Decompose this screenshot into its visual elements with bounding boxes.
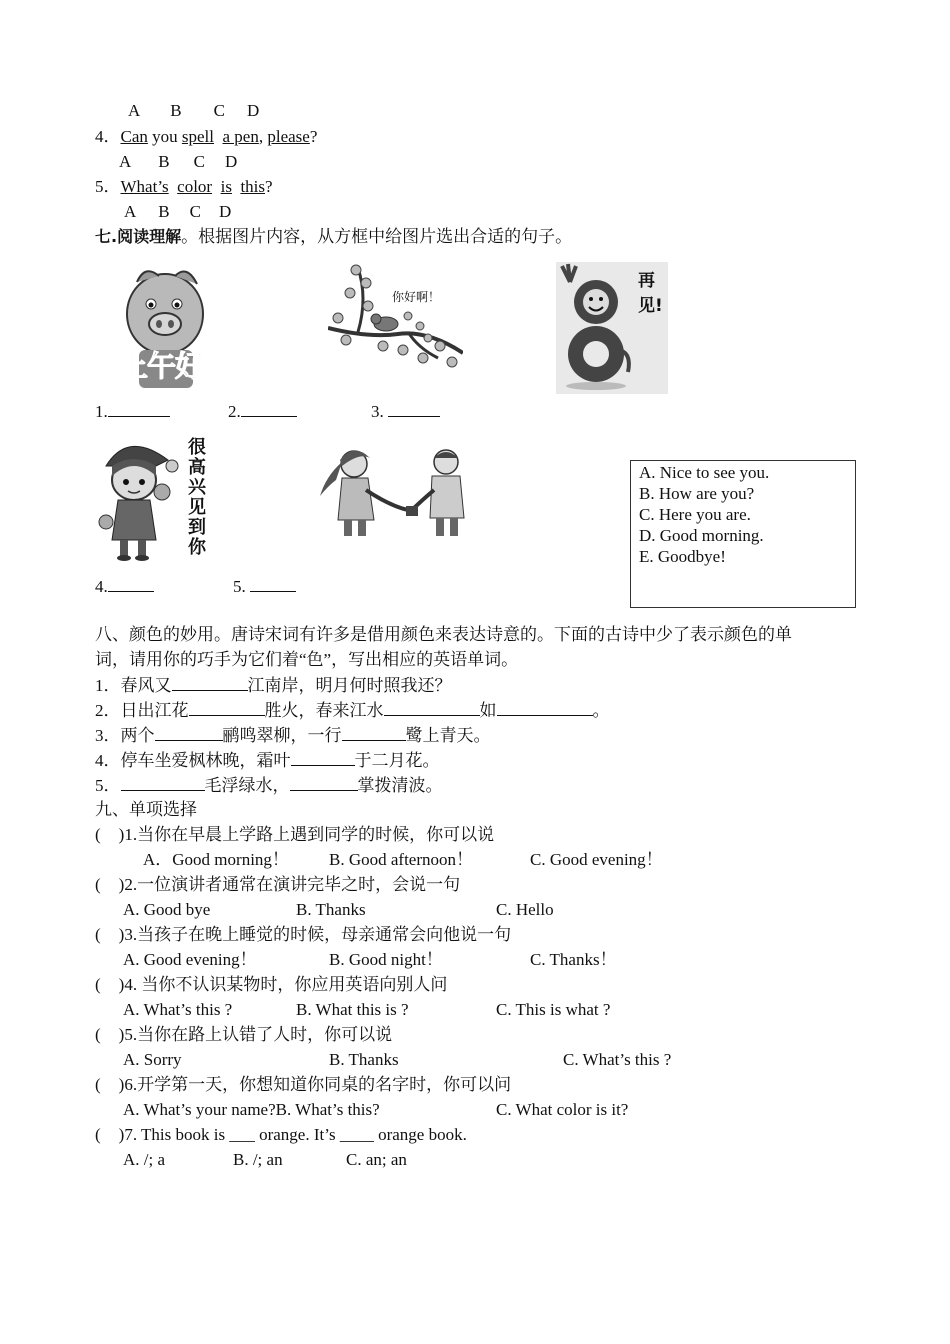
mc-question-3: ( )3.当孩子在晚上睡觉的时候，母亲通常会向他说一句: [95, 925, 512, 944]
mc-question-5: ( )5.当你在路上认错了人时，你可以说: [95, 1025, 393, 1044]
bird-branch-picture: [328, 258, 463, 373]
answer-blank-4[interactable]: 4.: [95, 575, 154, 598]
eight-character-picture: [556, 262, 668, 394]
poem-line-2: 2．日出江花 胜火，春来江水 如 。: [95, 701, 610, 720]
mc-q5-a: A. Sorry: [123, 1050, 182, 1069]
eight-caption: 再见!: [638, 271, 663, 316]
q4-options: A B C D: [119, 152, 238, 171]
mc-question-1: ( )1.当你在早晨上学路上遇到同学的时候，你可以说: [95, 825, 495, 844]
mc-q2-a: A. Good bye: [123, 900, 211, 919]
part9-title: 九、单项选择: [95, 800, 197, 819]
q3-options: A B C D: [128, 101, 260, 120]
poem-line-3: 3．两个 鹂鸣翠柳，一行 鹭上青天。: [95, 726, 491, 745]
option-e: E. Goodbye!: [639, 547, 726, 566]
mc-q1-c: C. Good evening！: [530, 850, 663, 869]
mc-question-7: ( )7. This book is ___ orange. It’s ____ orange book.: [95, 1125, 467, 1144]
bird-caption: 你好啊！: [392, 290, 441, 304]
mc-question-6: ( )6.开学第一天，你想知道你同桌的名字时，你可以问: [95, 1075, 512, 1094]
girl-caption: 很 高 兴 见 到 你: [188, 437, 206, 558]
mc-q1-b: B. Good afternoon！: [329, 850, 474, 869]
mc-q3-c: C. Thanks！: [530, 950, 617, 969]
options-box: [630, 460, 856, 608]
part8-title-line1: 八、颜色的妙用。唐诗宋词有许多是借用颜色来表达诗意的。下面的古诗中少了表示颜色的单: [95, 625, 792, 644]
pig-caption: 上午好: [119, 349, 204, 383]
answer-blank-3[interactable]: 3.: [371, 400, 440, 423]
mc-q2-b: B. Thanks: [296, 900, 366, 919]
mc-q7-b: B. /; an: [233, 1150, 283, 1169]
poem-line-4: 4．停车坐爱枫林晚，霜叶 于二月花。: [95, 751, 440, 770]
option-a: A. Nice to see you.: [639, 463, 770, 482]
kids-giving-picture: [312, 446, 484, 538]
q5-options: A B C D: [124, 202, 232, 221]
mc-q1-a: A．Good morning！: [143, 850, 289, 869]
part8-title-line2: 词，请用你的巧手为它们着“色”，写出相应的英语单词。: [95, 650, 519, 669]
option-d: D. Good morning.: [639, 526, 764, 545]
mc-q2-c: C. Hello: [496, 900, 554, 919]
mc-question-4: ( )4. 当你不认识某物时，你应用英语向别人问: [95, 975, 448, 994]
option-b: B. How are you?: [639, 484, 755, 503]
option-c: C. Here you are.: [639, 505, 751, 524]
mc-q3-b: B. Good night！: [329, 950, 443, 969]
mc-q6-c: C. What color is it?: [496, 1100, 629, 1119]
mc-q7-c: C. an; an: [346, 1150, 407, 1169]
girl-picture: [98, 436, 218, 562]
pig-picture: [115, 262, 215, 390]
mc-q3-a: A. Good evening！: [123, 950, 257, 969]
mc-q4-b: B. What this is ?: [296, 1000, 409, 1019]
mc-q6-ab: A. What’s your name?B. What’s this?: [123, 1100, 380, 1119]
part7-title: 七.阅读理解。根据图片内容，从方框中给图片选出合适的句子。: [95, 227, 573, 246]
answer-blank-5[interactable]: 5.: [233, 575, 296, 598]
answer-blank-2[interactable]: 2.: [228, 400, 297, 423]
question-4: 4．Can you spell a pen, please?: [95, 127, 318, 146]
mc-question-2: ( )2.一位演讲者通常在演讲完毕之时，会说一句: [95, 875, 461, 894]
mc-q7-a: A. /; a: [123, 1150, 166, 1169]
answer-blank-1[interactable]: 1.: [95, 400, 170, 423]
mc-q5-c: C. What’s this ?: [563, 1050, 672, 1069]
mc-q4-a: A. What’s this ?: [123, 1000, 233, 1019]
mc-q5-b: B. Thanks: [329, 1050, 399, 1069]
poem-line-5: 5． 毛浮绿水， 掌拨清波。: [95, 776, 443, 795]
poem-line-1: 1．春风又 江南岸，明月何时照我还？: [95, 676, 452, 695]
question-5: 5．What’s color is this?: [95, 177, 273, 196]
mc-q4-c: C. This is what ?: [496, 1000, 611, 1019]
